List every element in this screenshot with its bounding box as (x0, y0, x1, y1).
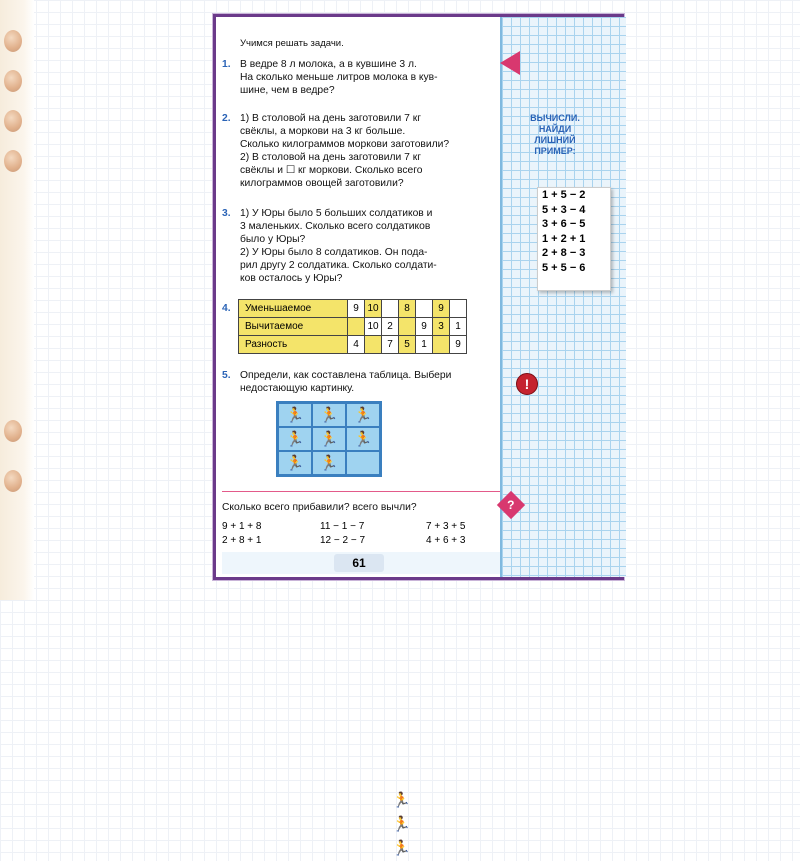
row-label: Уменьшаемое (239, 300, 348, 318)
grid-side-panel (500, 17, 626, 577)
warning-icon: ! (516, 373, 538, 395)
expression: 2 + 8 + 1 (222, 535, 262, 546)
table-cell: 3 (433, 318, 450, 336)
task-line: ков осталось у Юры? (240, 273, 343, 284)
table-row (239, 336, 467, 354)
empty-cell (346, 451, 380, 475)
page-title: Учимся решать задачи. (240, 38, 344, 49)
callout-line: ПРИМЕР: (534, 146, 576, 156)
task-5 (222, 369, 231, 382)
task-line: 2) У Юры было 8 солдатиков. Он пода- (240, 247, 428, 258)
table-cell: 2 (382, 318, 399, 336)
expr-column-1 (222, 520, 261, 548)
bead-icon (4, 30, 22, 52)
bead-icon (4, 150, 22, 172)
table-cell (382, 300, 399, 318)
task-line: шине, чем в ведре? (240, 85, 335, 96)
example: 5 + 5 − 6 (542, 261, 586, 274)
bottom-question: Сколько всего прибавили? всего вычли? (222, 502, 417, 513)
task-4 (222, 302, 231, 315)
example: 1 + 2 + 1 (542, 232, 586, 245)
task-line: 1) В столовой на день заготовили 7 кг (240, 113, 421, 124)
example: 5 + 3 − 4 (542, 203, 586, 216)
table-cell (416, 300, 433, 318)
page-number: 61 (334, 554, 384, 572)
stick-figure-icon: 🏃 (278, 427, 312, 451)
table-cell (365, 336, 382, 354)
triangle-marker-icon (500, 51, 520, 75)
task-line: свёклы и ☐ кг моркови. Сколько всего (240, 165, 423, 176)
table-cell: 7 (382, 336, 399, 354)
task-line: Сколько килограммов моркови заготовили? (240, 139, 450, 150)
task-number: 3. (222, 208, 231, 219)
table-cell: 9 (416, 318, 433, 336)
table-cell (433, 336, 450, 354)
subtraction-table (238, 299, 467, 354)
examples-card (537, 187, 611, 291)
table-row (239, 300, 467, 318)
table-cell: 9 (450, 336, 467, 354)
task-number: 1. (222, 59, 231, 70)
task-2-text (240, 112, 500, 190)
table-cell: 4 (348, 336, 365, 354)
stick-figure-icon: 🏃 (278, 403, 312, 427)
side-callout (512, 113, 598, 157)
example: 2 + 8 − 3 (542, 247, 586, 259)
task-number: 4. (222, 303, 231, 314)
expression: 7 + 3 + 5 (426, 521, 466, 532)
example: 1 + 5 − 2 (542, 189, 586, 201)
stick-figure-icon: 🏃 (312, 451, 346, 475)
task-line: недостающую картинку. (240, 383, 355, 394)
task-line: килограммов овощей заготовили? (240, 178, 404, 189)
task-line: 3 маленьких. Сколько всего солдатиков (240, 221, 431, 232)
task-3-text (240, 207, 500, 285)
expression: 11 − 1 − 7 (320, 521, 365, 532)
stick-figure-icon: 🏃 (312, 403, 346, 427)
bead-icon (4, 420, 22, 442)
table-cell: 1 (450, 318, 467, 336)
task-2 (222, 112, 231, 125)
task-number: 2. (222, 113, 231, 124)
table-cell: 9 (433, 300, 450, 318)
stick-figure-icon[interactable]: 🏃 (392, 792, 411, 809)
task-3 (222, 207, 231, 220)
row-label: Разность (239, 336, 348, 354)
bead-icon (4, 110, 22, 132)
stick-figure-icon[interactable]: 🏃 (392, 840, 411, 857)
expression: 12 − 2 − 7 (320, 535, 366, 546)
expression: 9 + 1 + 8 (222, 521, 262, 532)
expr-column-3 (426, 520, 465, 548)
task-line: 1) У Юры было 5 больших солдатиков и (240, 208, 433, 219)
stick-figure-icon[interactable]: 🏃 (392, 816, 411, 833)
task-5-text (240, 369, 500, 395)
decorative-left-strip (0, 0, 34, 600)
task-line: Определи, как составлена таблица. Выбери (240, 370, 452, 381)
task-line: рил другу 2 солдатика. Сколько солдати- (240, 260, 437, 271)
table-cell: 8 (399, 300, 416, 318)
callout-line: ВЫЧИСЛИ. (530, 113, 580, 123)
divider (222, 491, 500, 492)
task-line: На сколько меньше литров молока в кув- (240, 72, 438, 83)
stick-figure-icon: 🏃 (346, 427, 380, 451)
callout-line: НАЙДИ (538, 124, 572, 134)
task-1-text (240, 58, 500, 97)
textbook-page (213, 14, 624, 857)
table-cell: 10 (365, 300, 382, 318)
callout-line: ЛИШНИЙ (534, 135, 576, 145)
expression: 4 + 6 + 3 (426, 535, 466, 546)
task-number: 5. (222, 370, 231, 381)
row-label: Вычитаемое (239, 318, 348, 336)
table-cell: 9 (348, 300, 365, 318)
table-cell (450, 300, 467, 318)
table-cell (399, 318, 416, 336)
table-cell: 5 (399, 336, 416, 354)
stick-figure-icon: 🏃 (278, 451, 312, 475)
question-mark: ? (507, 498, 515, 512)
expr-column-2 (320, 520, 365, 548)
task-1 (222, 58, 231, 71)
table-row (239, 318, 467, 336)
table-cell (348, 318, 365, 336)
task-line: 2) В столовой на день заготовили 7 кг (240, 152, 421, 163)
bead-icon (4, 70, 22, 92)
bead-icon (4, 470, 22, 492)
stick-figure-icon: 🏃 (312, 427, 346, 451)
stick-figure-icon: 🏃 (346, 403, 380, 427)
task-line: В ведре 8 л молока, а в кувшине 3 л. (240, 59, 417, 70)
table-cell: 1 (416, 336, 433, 354)
example: 3 + 6 − 5 (542, 218, 586, 230)
table-cell: 10 (365, 318, 382, 336)
answer-options (392, 789, 410, 861)
task-line: было у Юры? (240, 234, 306, 245)
task-line: свёклы, а моркови на 3 кг больше. (240, 126, 406, 137)
